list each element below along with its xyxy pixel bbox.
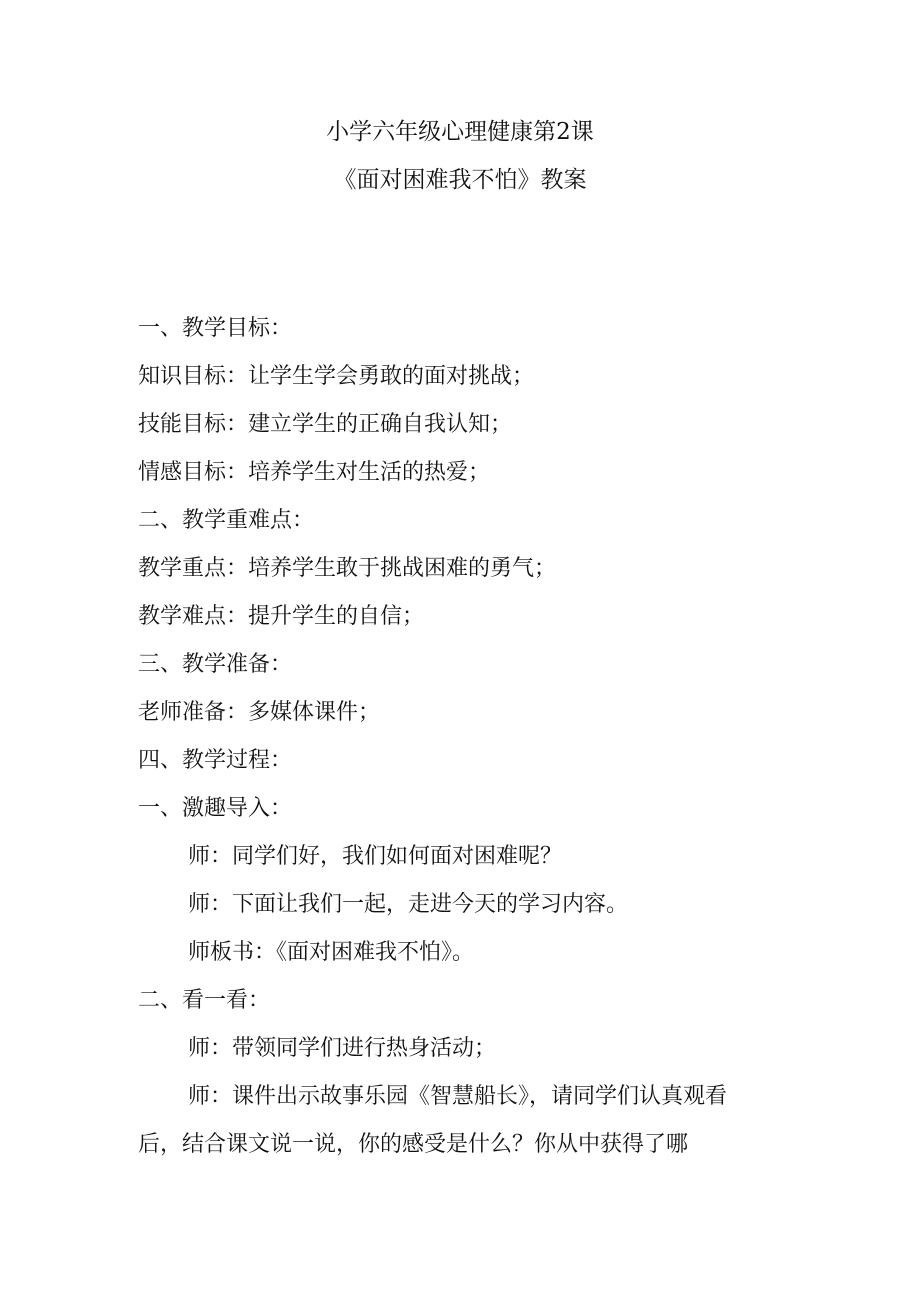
text-line: 情感目标：培养学生对生活的热爱； — [138, 460, 491, 485]
text-line: 师板书：《面对困难我不怕》。 — [188, 940, 475, 965]
section-heading-preparation: 三、教学准备： — [138, 652, 293, 677]
text-line: 知识目标：让学生学会勇敢的面对挑战； — [138, 364, 535, 389]
text-line: 师：课件出示故事乐园《智慧船长》，请同学们认真观看 — [188, 1084, 728, 1109]
text-line: 后，结合课文说一说，你的感受是什么？你从中获得了哪 — [138, 1132, 689, 1157]
section-heading-process: 四、教学过程： — [138, 748, 293, 773]
document-title: 小学六年级心理健康第2课 — [326, 119, 594, 145]
subsection-heading-intro: 一、激趣导入： — [138, 796, 293, 821]
text-line: 师：下面让我们一起，走进今天的学习内容。 — [188, 892, 629, 917]
document-subtitle: 《面对困难我不怕》教案 — [333, 167, 587, 193]
text-line: 技能目标：建立学生的正确自我认知； — [138, 412, 513, 437]
section-heading-objectives: 一、教学目标： — [138, 316, 293, 341]
text-line: 教学难点：提升学生的自信； — [138, 604, 425, 629]
text-line: 师：同学们好，我们如何面对困难呢？ — [188, 844, 563, 869]
text-line: 教学重点：培养学生敢于挑战困难的勇气； — [138, 556, 557, 581]
text-line: 师：带领同学们进行热身活动； — [188, 1036, 497, 1061]
section-heading-key-points: 二、教学重难点： — [138, 508, 315, 533]
text-line: 老师准备：多媒体课件； — [138, 700, 381, 725]
subsection-heading-watch: 二、看一看： — [138, 988, 271, 1013]
